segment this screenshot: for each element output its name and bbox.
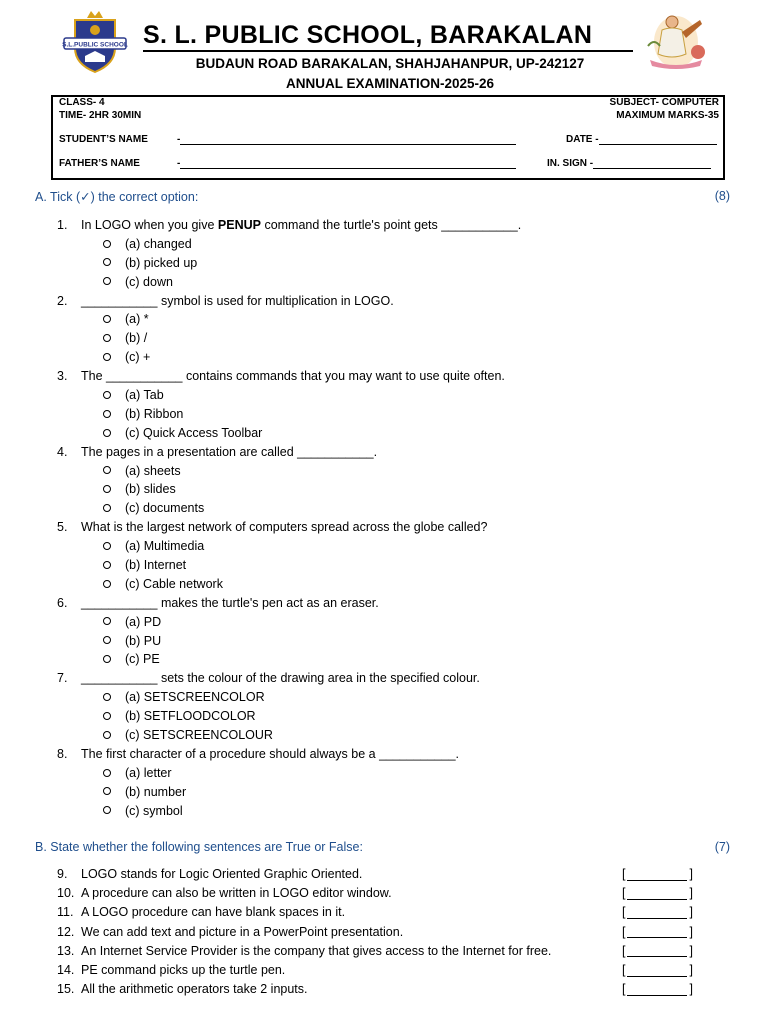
- option-item[interactable]: [57, 499, 717, 518]
- option-label: (b) SETFLOODCOLOR: [125, 709, 256, 724]
- option-label: (c) symbol: [125, 803, 183, 818]
- statement-number: 11.: [57, 905, 74, 920]
- option-item[interactable]: [57, 235, 717, 254]
- option-item[interactable]: [57, 424, 717, 443]
- option-label: (b) PU: [125, 633, 162, 648]
- option-label: (a) changed: [125, 236, 192, 251]
- option-item[interactable]: [57, 688, 717, 707]
- time-label: TIME- 2HR 30MIN: [59, 110, 142, 121]
- option-label: (a) letter: [125, 765, 172, 780]
- section-a-heading: [35, 189, 730, 204]
- option-bullet-icon: [103, 712, 111, 720]
- school-address: BUDAUN ROAD BARAKALAN, SHAHJAHANPUR, UP-242127: [195, 56, 585, 71]
- statement-item: [57, 942, 717, 961]
- max-marks-label: MAXIMUM MARKS-35: [616, 110, 719, 121]
- statement-item: [57, 923, 717, 942]
- bracket-open: [: [622, 924, 626, 939]
- bracket-open: [: [622, 905, 626, 920]
- question-keyword: PENUP: [217, 218, 261, 232]
- statement-number: 10.: [57, 886, 75, 901]
- invigilator-sign-field[interactable]: [547, 158, 711, 169]
- statement-number: 12.: [57, 924, 75, 939]
- statement-number: 14.: [57, 962, 75, 977]
- option-bullet-icon: [103, 504, 111, 512]
- option-bullet-icon: [103, 391, 111, 399]
- option-label: (c) SETSCREENCOLOUR: [125, 728, 273, 743]
- sign-label: IN. SIGN -: [547, 158, 594, 169]
- option-item[interactable]: [57, 310, 717, 329]
- true-false-list: [57, 865, 717, 999]
- option-bullet-icon: [103, 731, 111, 739]
- class-label: CLASS- 4: [59, 97, 105, 108]
- option-bullet-icon: [103, 277, 111, 285]
- option-bullet-icon: [103, 693, 111, 701]
- answer-blank[interactable]: [622, 903, 693, 922]
- father-name-dash: -: [177, 158, 181, 169]
- option-bullet-icon: [103, 655, 111, 663]
- option-bullet-icon: [103, 334, 111, 342]
- question-text: ___________ sets the colour of the drawing area in the specified colour.: [81, 671, 480, 686]
- option-item[interactable]: [57, 707, 717, 726]
- school-name: S. L. PUBLIC SCHOOL, BARAKALAN: [143, 20, 633, 52]
- question-text: What is the largest network of computers spread across the globe called?: [81, 520, 488, 535]
- question-item: [57, 292, 717, 311]
- question-text: The first character of a procedure should always be a ___________.: [81, 746, 460, 761]
- option-item[interactable]: [57, 329, 717, 348]
- logo-banner-text: S.L.PUBLIC SCHOOL: [62, 41, 128, 49]
- statement-number: 15.: [57, 982, 75, 997]
- statement-text: An Internet Service Provider is the company that gives access to the Internet for free.: [81, 943, 552, 958]
- option-item[interactable]: [57, 254, 717, 273]
- section-b-marks: (7): [714, 840, 730, 854]
- option-label: (c) down: [125, 274, 173, 289]
- option-label: (a) Tab: [125, 388, 164, 403]
- statement-item: [57, 980, 717, 999]
- question-item: [57, 518, 717, 537]
- question-number: 2.: [57, 293, 68, 308]
- option-item[interactable]: [57, 802, 717, 821]
- student-name-label: STUDENT’S NAME: [59, 134, 148, 145]
- option-item[interactable]: [57, 386, 717, 405]
- option-label: (c) Quick Access Toolbar: [125, 425, 263, 440]
- bracket-open: [: [622, 867, 626, 881]
- option-label: (b) Internet: [125, 558, 187, 573]
- saraswati-illustration-icon: [640, 10, 712, 72]
- option-item[interactable]: [57, 348, 717, 367]
- answer-blank[interactable]: [622, 884, 693, 903]
- option-item[interactable]: [57, 462, 717, 481]
- date-field[interactable]: [566, 134, 717, 145]
- question-number: 7.: [57, 671, 68, 686]
- statement-text: LOGO stands for Logic Oriented Graphic Oriented.: [81, 867, 363, 881]
- question-item: [57, 216, 717, 235]
- option-label: (b) picked up: [125, 255, 198, 270]
- option-bullet-icon: [103, 542, 111, 550]
- option-item[interactable]: [57, 650, 717, 669]
- section-a-title: A. Tick (✓) the correct option:: [35, 190, 199, 204]
- statement-text: All the arithmetic operators take 2 inputs.: [81, 982, 308, 997]
- father-name-label: FATHER’S NAME: [59, 158, 140, 169]
- student-name-field[interactable]: [177, 134, 516, 145]
- question-text: In LOGO when you give: [81, 218, 218, 232]
- option-label: (a) Multimedia: [125, 539, 205, 554]
- bracket-open: [: [622, 982, 626, 997]
- option-label: (b) /: [125, 331, 148, 346]
- option-bullet-icon: [103, 429, 111, 437]
- option-item[interactable]: [57, 480, 717, 499]
- option-bullet-icon: [103, 410, 111, 418]
- option-bullet-icon: [103, 617, 111, 625]
- option-item[interactable]: [57, 537, 717, 556]
- question-number: 5.: [57, 520, 68, 535]
- statement-text: A LOGO procedure can have blank spaces in it.: [81, 905, 346, 920]
- statement-item: [57, 884, 717, 903]
- date-label: DATE -: [566, 134, 599, 145]
- statement-item: [57, 903, 717, 922]
- question-number: 4.: [57, 444, 68, 459]
- statement-text: We can add text and picture in a PowerPoint presentation.: [81, 924, 404, 939]
- option-bullet-icon: [103, 806, 111, 814]
- answer-blank[interactable]: [622, 923, 693, 942]
- question-item: [57, 443, 717, 462]
- option-bullet-icon: [103, 466, 111, 474]
- option-item[interactable]: [57, 273, 717, 292]
- question-number: 3.: [57, 369, 68, 384]
- section-b-title: B. State whether the following sentences are True or False:: [35, 840, 363, 854]
- question-item: [57, 745, 717, 764]
- option-bullet-icon: [103, 561, 111, 569]
- question-item: [57, 669, 717, 688]
- option-item[interactable]: [57, 764, 717, 783]
- section-b-heading: [35, 840, 730, 854]
- option-bullet-icon: [103, 353, 111, 361]
- option-label: (b) Ribbon: [125, 406, 184, 421]
- answer-blank[interactable]: [622, 942, 693, 961]
- exam-title: ANNUAL EXAMINATION-2025-26: [285, 76, 495, 91]
- option-item[interactable]: [57, 783, 717, 802]
- option-item[interactable]: [57, 405, 717, 424]
- option-bullet-icon: [103, 636, 111, 644]
- option-bullet-icon: [103, 769, 111, 777]
- mcq-list: [57, 216, 717, 821]
- question-item: [57, 594, 717, 613]
- option-label: (b) number: [125, 784, 187, 799]
- answer-blank[interactable]: [622, 961, 693, 980]
- school-crest-logo: [61, 10, 129, 74]
- option-label: (c) Cable network: [125, 576, 223, 591]
- statement-item: [57, 961, 717, 980]
- bracket-close: ]: [689, 905, 693, 920]
- question-item: [57, 367, 717, 386]
- option-label: (a) SETSCREENCOLOR: [125, 690, 265, 705]
- option-bullet-icon: [103, 787, 111, 795]
- bracket-close: ]: [689, 924, 693, 939]
- option-item[interactable]: [57, 575, 717, 594]
- bracket-close: ]: [689, 962, 693, 977]
- option-label: (c) +: [125, 350, 151, 365]
- subject-label: SUBJECT- COMPUTER: [609, 97, 719, 108]
- student-name-dash: -: [177, 134, 181, 145]
- question-number: 8.: [57, 746, 68, 761]
- question-text: The pages in a presentation are called ___________.: [81, 444, 378, 459]
- option-label: (b) slides: [125, 482, 176, 497]
- option-item[interactable]: [57, 632, 717, 651]
- option-label: (c) PE: [125, 652, 160, 667]
- option-label: (c) documents: [125, 501, 205, 516]
- statement-text: PE command picks up the turtle pen.: [81, 962, 286, 977]
- option-bullet-icon: [103, 580, 111, 588]
- question-text: ___________ makes the turtle's pen act as an eraser.: [81, 595, 379, 610]
- section-a-marks: (8): [714, 189, 730, 203]
- bracket-close: ]: [689, 982, 693, 997]
- bracket-open: [: [622, 943, 626, 958]
- option-item[interactable]: [57, 726, 717, 745]
- option-bullet-icon: [103, 240, 111, 248]
- statement-text: A procedure can also be written in LOGO editor window.: [81, 886, 392, 901]
- option-label: (a) *: [125, 312, 149, 327]
- answer-blank[interactable]: [622, 865, 693, 884]
- answer-blank[interactable]: [622, 980, 693, 999]
- question-text-tail: command the turtle's point gets ___________.: [260, 218, 522, 232]
- statement-item: [57, 865, 717, 884]
- bracket-close: ]: [689, 867, 693, 881]
- option-label: (a) PD: [125, 614, 162, 629]
- question-text: ___________ symbol is used for multiplication in LOGO.: [81, 293, 394, 308]
- statement-number: 9.: [57, 867, 68, 881]
- option-bullet-icon: [103, 315, 111, 323]
- option-bullet-icon: [103, 485, 111, 493]
- question-text: The ___________ contains commands that you may want to use quite often.: [81, 369, 505, 384]
- option-bullet-icon: [103, 258, 111, 266]
- statement-number: 13.: [57, 943, 75, 958]
- option-item[interactable]: [57, 556, 717, 575]
- bracket-open: [: [622, 962, 626, 977]
- father-name-field[interactable]: [177, 158, 516, 169]
- bracket-close: ]: [689, 943, 693, 958]
- question-number: 6.: [57, 595, 68, 610]
- question-number: 1.: [57, 218, 68, 232]
- bracket-close: ]: [689, 886, 693, 901]
- bracket-open: [: [622, 886, 626, 901]
- student-info-box: [51, 95, 725, 180]
- option-item[interactable]: [57, 613, 717, 632]
- option-label: (a) sheets: [125, 463, 181, 478]
